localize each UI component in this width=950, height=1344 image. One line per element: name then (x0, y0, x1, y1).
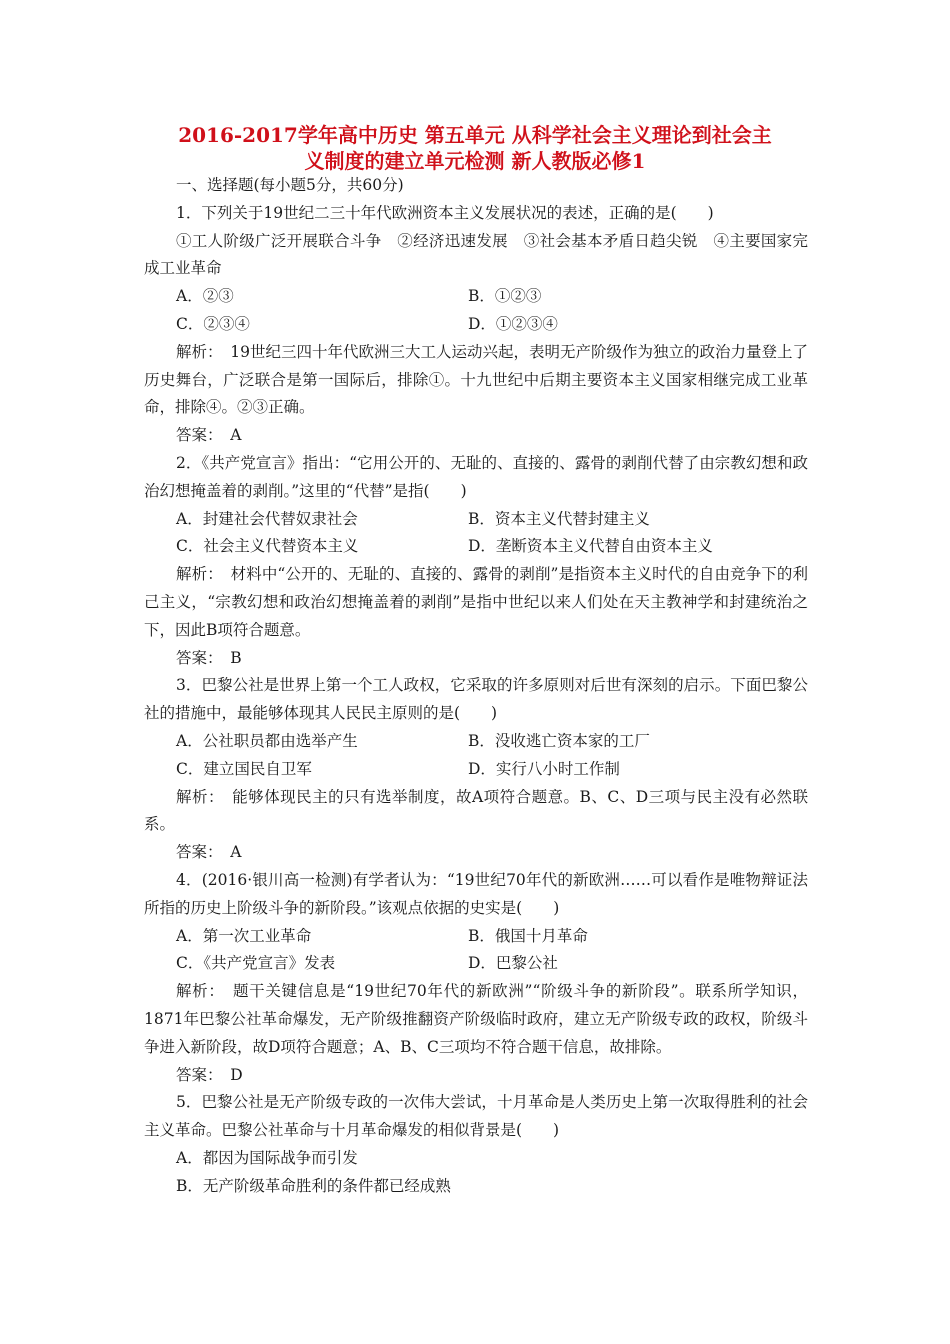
option-a: A．公社职员都由选举产生 (176, 731, 358, 750)
analysis-text: 解析： 能够体现民主的只有选举制度，故A项符合题意。B、C、D三项与民主没有必然联系。 (144, 787, 808, 834)
document-body (144, 172, 808, 1200)
analysis-text: 解析： 19世纪三四十年代欧洲三大工人运动兴起，表明无产阶级作为独立的政治力量登上了历史舞台，广泛联合是第一国际后，排除①。十九世纪中后期主要资本主义国家相继完成工业革命，排除④。②③正确。 (144, 342, 808, 417)
analysis-text: 解析： 材料中“公开的、无耻的、直接的、露骨的剥削”是指资本主义时代的自由竞争下的利己主义，“宗教幻想和政治幻想掩盖着的剥削”是指中世纪以来人们处在天主教神学和封建统治之下，因此B项符合题意。 (144, 565, 808, 639)
option-c: C．社会主义代替资本主义 (176, 537, 359, 556)
question-stem: 1．下列关于19世纪二三十年代欧洲资本主义发展状况的表述，正确的是( ) (176, 203, 714, 222)
option-a: A．②③ (176, 287, 234, 306)
option-b: B．①②③ (468, 287, 542, 306)
option-a: A．都因为国际战争而引发 (176, 1148, 358, 1167)
option-a: A．封建社会代替奴隶社会 (176, 509, 358, 528)
option-b: B．资本主义代替封建主义 (468, 509, 650, 528)
option-c: C．《共产党宣言》发表 (176, 954, 336, 973)
question-material: ①工人阶级广泛开展联合斗争 ②经济迅速发展 ③社会基本矛盾日趋尖锐 ④主要国家完成工业革命 (144, 231, 808, 278)
question-stem: 2．《共产党宣言》指出：“它用公开的、无耻的、直接的、露骨的剥削代替了由宗教幻想和政治幻想掩盖着的剥削。”这里的“代替”是指( ) (144, 453, 808, 500)
option-a: A．第一次工业革命 (176, 926, 312, 945)
option-b: B．俄国十月革命 (468, 926, 588, 945)
analysis-text: 解析： 题干关键信息是“19世纪70年代的新欧洲”“阶级斗争的新阶段”。联系所学知识，1871年巴黎公社革命爆发，无产阶级推翻资产阶级临时政府，建立无产阶级专政的政权，阶级斗争进入新阶段，故D项符合题意；A、B、C三项均不符合题干信息，故排除。 (144, 982, 808, 1056)
option-d: D．实行八小时工作制 (468, 759, 620, 778)
section-heading: 一、选择题(每小题5分，共60分) (176, 176, 404, 194)
option-b: B．无产阶级革命胜利的条件都已经成熟 (176, 1176, 451, 1195)
document-title (120, 122, 830, 174)
question-4 (144, 867, 808, 1089)
option-d: D．①②③④ (468, 314, 558, 333)
question-5 (144, 1089, 808, 1200)
answer-text: 答案： A (176, 843, 242, 862)
question-stem: 4．(2016·银川高一检测)有学者认为：“19世纪70年代的新欧洲……可以看作是唯物辩证法所指的历史上阶级斗争的新阶段。”该观点依据的史实是( ) (144, 870, 808, 917)
question-1 (144, 200, 808, 450)
answer-text: 答案： B (176, 648, 242, 667)
question-3 (144, 672, 808, 867)
question-2 (144, 450, 808, 672)
option-d: D．垄断资本主义代替自由资本主义 (468, 537, 713, 556)
answer-text: 答案： A (176, 426, 242, 445)
question-stem: 5．巴黎公社是无产阶级专政的一次伟大尝试，十月革命是人类历史上第一次取得胜利的社会主义革命。巴黎公社革命与十月革命爆发的相似背景是( ) (144, 1093, 808, 1140)
option-d: D．巴黎公社 (468, 954, 558, 973)
option-c: C．②③④ (176, 314, 250, 333)
title-line-2: 义制度的建立单元检测 新人教版必修1 (304, 149, 646, 173)
option-b: B．没收逃亡资本家的工厂 (468, 731, 650, 750)
title-line-1: 2016-2017学年高中历史 第五单元 从科学社会主义理论到社会主 (178, 123, 772, 147)
option-c: C．建立国民自卫军 (176, 759, 312, 778)
question-stem: 3．巴黎公社是世界上第一个工人政权，它采取的许多原则对后世有深刻的启示。下面巴黎公社的措施中，最能够体现其人民民主原则的是( ) (144, 676, 808, 723)
answer-text: 答案： D (176, 1065, 243, 1084)
